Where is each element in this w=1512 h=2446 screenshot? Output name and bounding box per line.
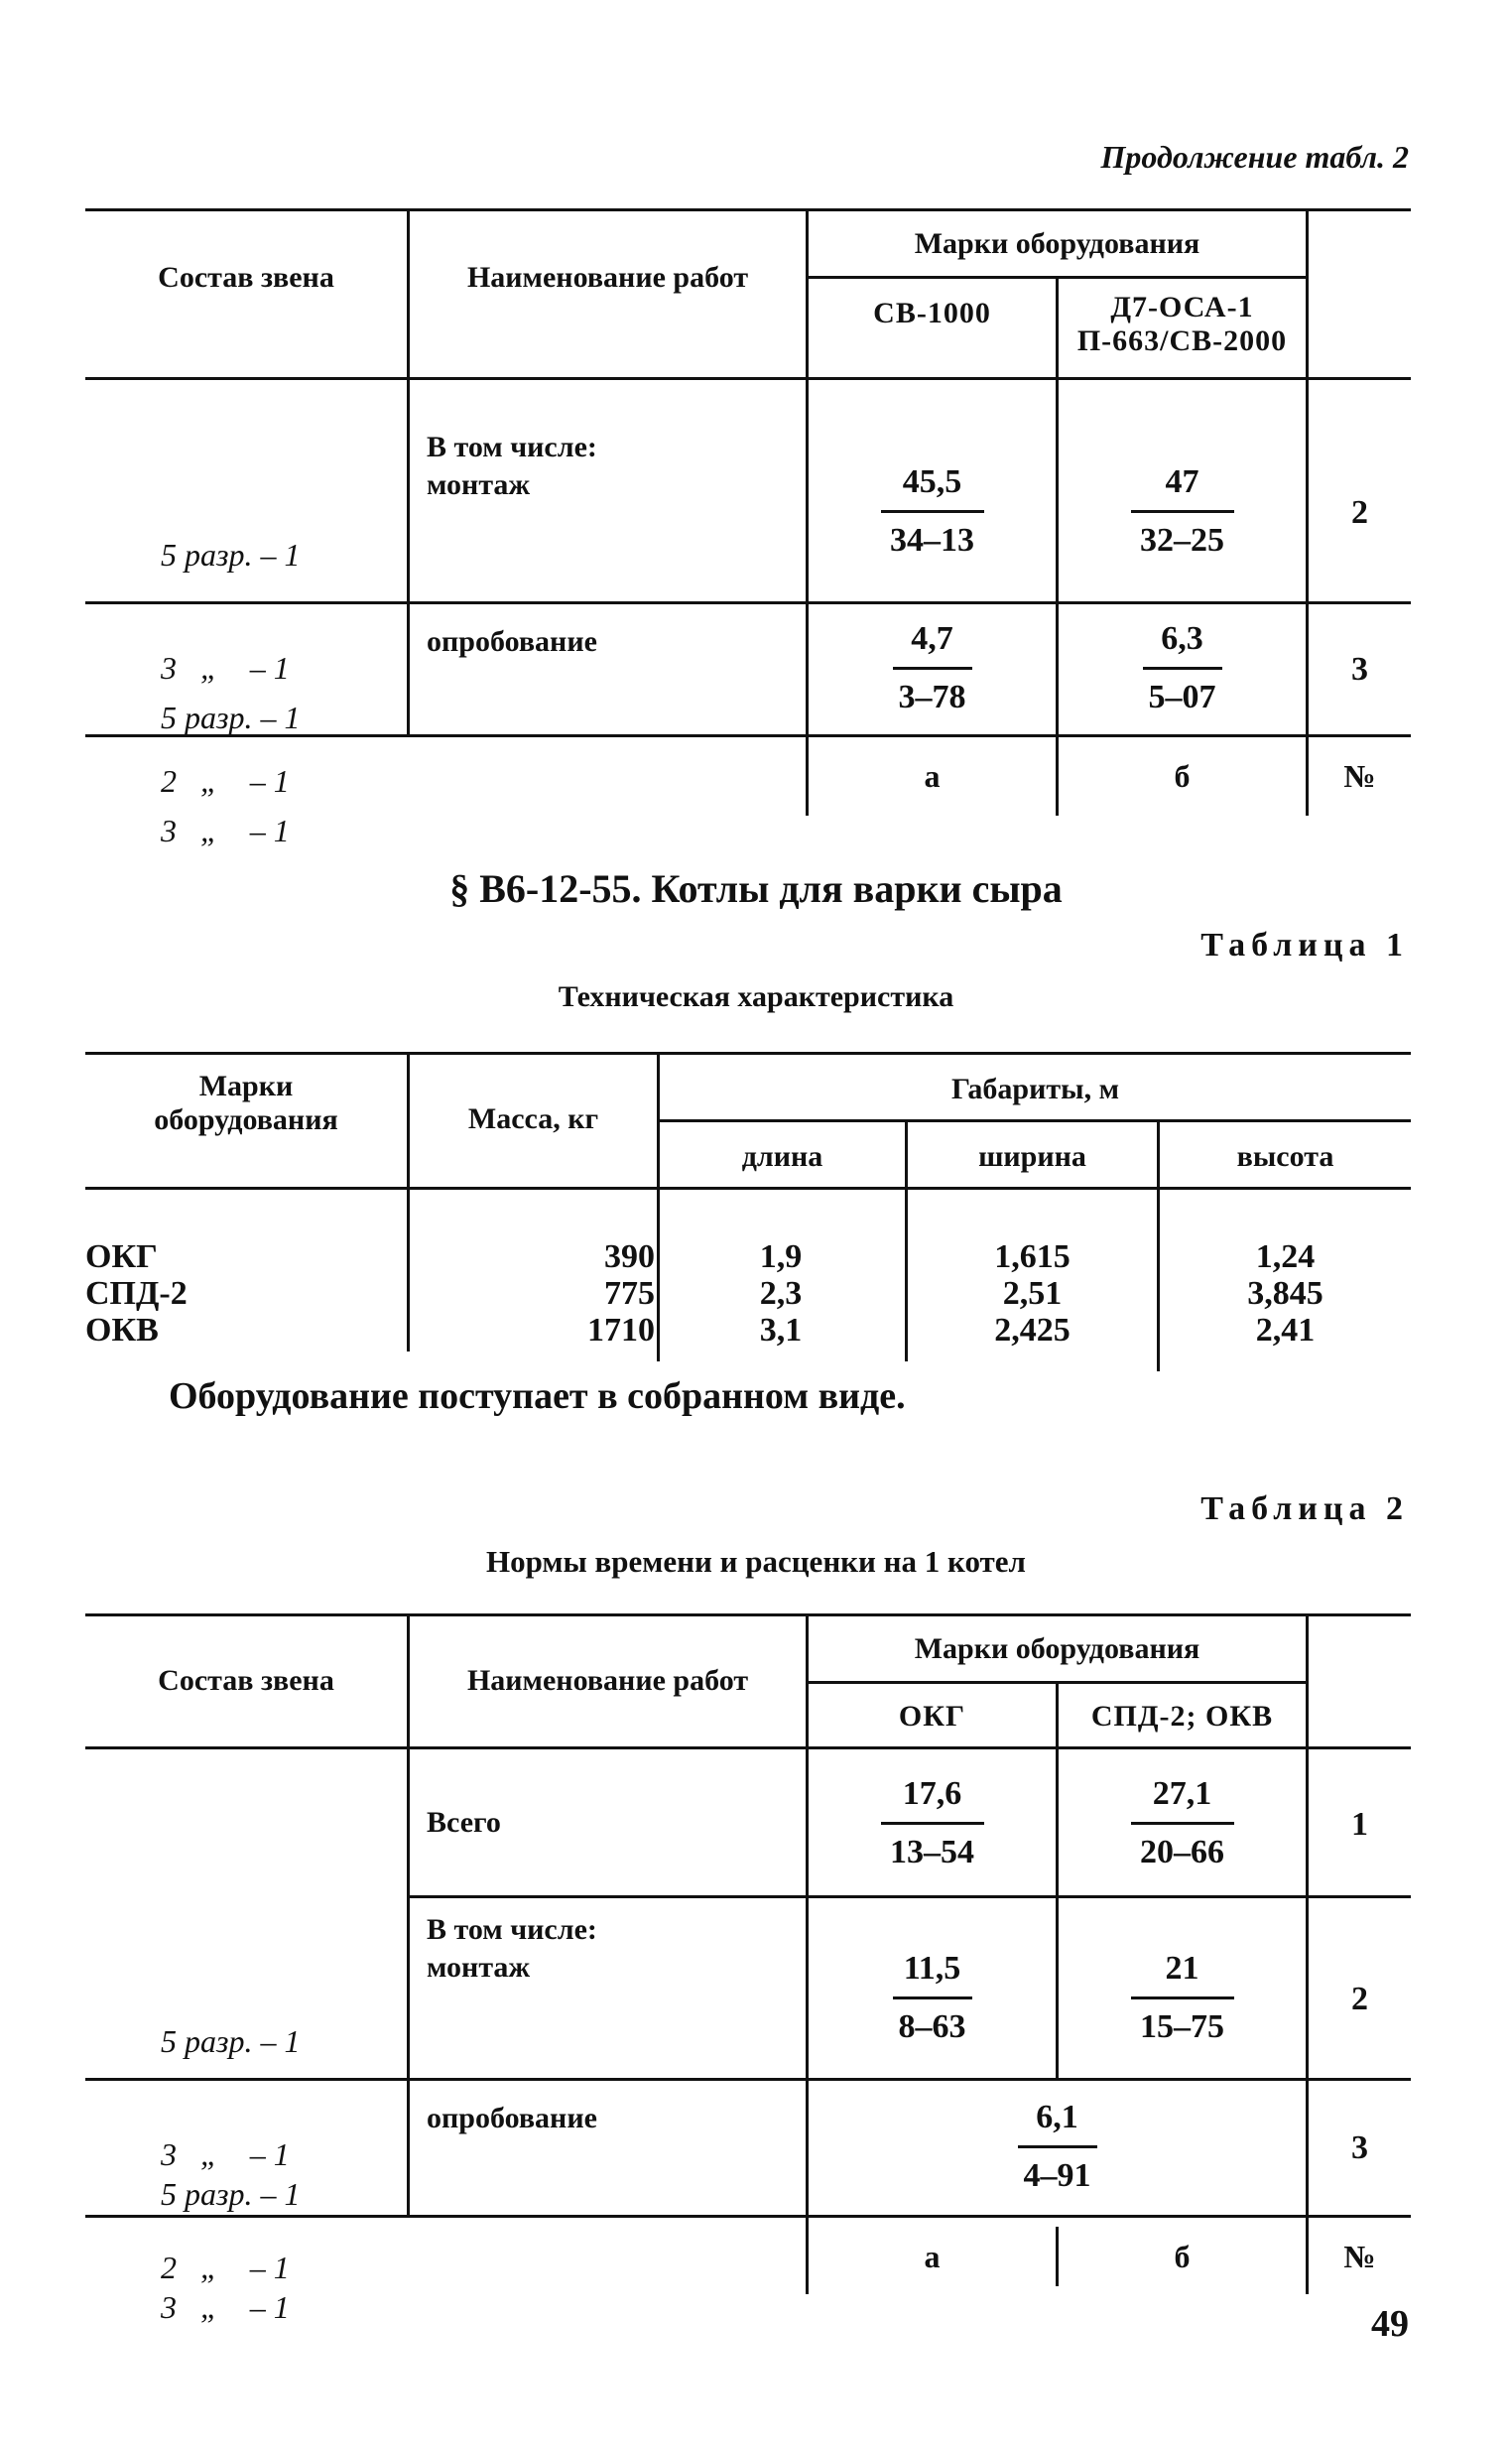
table1-header-dims: Габариты, м [950,1073,1119,1105]
table1-body [85,1238,1411,1349]
crew-cell: 5 разр. – 1 3 „ – 1 [161,700,301,848]
value-fraction-merged: 6,1 4–91 [809,2096,1306,2198]
work-cell: Всего [427,1806,501,1839]
crew-cell: 5 разр. – 1 3 „ – 1 2 „ – 1 [161,537,301,799]
table2-label: Таблица 2 [1200,1490,1409,1527]
value-fraction: 27,1 20–66 [1059,1772,1306,1874]
value-fraction: 4,7 3–78 [809,617,1056,719]
footer-col-a: а [924,758,941,794]
footer-number: № [1343,2239,1376,2274]
table2-header-work: Наименование работ [466,1664,749,1697]
table2-header-brands: Марки оборудования [914,1632,1200,1665]
crew-cell: 5 разр. – 1 3 „ – 1 [161,2176,301,2325]
row-number: 3 [1351,2129,1368,2166]
header-col-b [1059,291,1306,358]
footer-col-a: а [924,2239,941,2274]
crew-cell: 5 разр. – 1 3 „ – 1 2 „ – 1 [161,2023,301,2285]
table1-header-length: длина [741,1140,823,1173]
value-fraction: 6,3 5–07 [1059,617,1306,719]
header-brands: Марки оборудования [914,227,1200,260]
table1-header-brand: Марки оборудования [154,1070,338,1136]
value-fraction: 21 15–75 [1059,1947,1306,2049]
header-crew: Состав звена [158,261,334,294]
header-col-a: СВ-1000 [873,297,991,329]
footer-number: № [1343,758,1376,794]
table1-caption: Техническая характеристика [558,980,954,1013]
row-number: 3 [1351,651,1368,688]
value-fraction: 47 32–25 [1059,460,1306,563]
note-text: Оборудование поступает в собранном виде. [169,1375,906,1417]
value-fraction: 45,5 34–13 [809,460,1056,563]
footer-col-b: б [1174,758,1191,794]
table1-label: Таблица 1 [1200,927,1409,964]
header-col-b-line1: Д7-ОСА-1 [1110,291,1254,323]
row-number: 2 [1351,494,1368,531]
footer-col-b: б [1174,2239,1191,2274]
table-row: СПД-2 775 2,3 2,51 3,845 [85,1275,1323,1312]
table2-header-crew: Состав звена [158,1664,334,1697]
table1-header-height: высота [1236,1140,1334,1173]
work-cell: В том числе: монтаж [427,1913,597,1984]
header-work: Наименование работ [466,261,749,294]
row-number: 2 [1351,1981,1368,2017]
table1-header-mass: Масса, кг [467,1102,599,1135]
table2-caption: Нормы времени и расценки на 1 котел [486,1544,1026,1579]
table-row: ОКГ 390 1,9 1,615 1,24 [85,1238,1316,1275]
work-cell: опробование [427,625,597,658]
table1-header-width: ширина [978,1140,1086,1173]
work-cell: В том числе: монтаж [427,431,597,501]
section-title: § В6-12-55. Котлы для варки сыра [449,866,1063,911]
table-row: ОКВ 1710 3,1 2,425 2,41 [85,1312,1316,1349]
value-fraction: 11,5 8–63 [809,1947,1056,2049]
value-fraction: 17,6 13–54 [809,1772,1056,1874]
table2-header-col-b: СПД-2; ОКВ [1090,1700,1274,1733]
row-number: 1 [1351,1806,1368,1843]
table2-header-col-a: ОКГ [898,1700,966,1733]
header-col-b-line2: П-663/СВ-2000 [1076,324,1288,357]
work-cell: опробование [427,2102,597,2134]
continuation-label: Продолжение табл. 2 [1100,139,1409,175]
page-number: 49 [1371,2303,1409,2345]
